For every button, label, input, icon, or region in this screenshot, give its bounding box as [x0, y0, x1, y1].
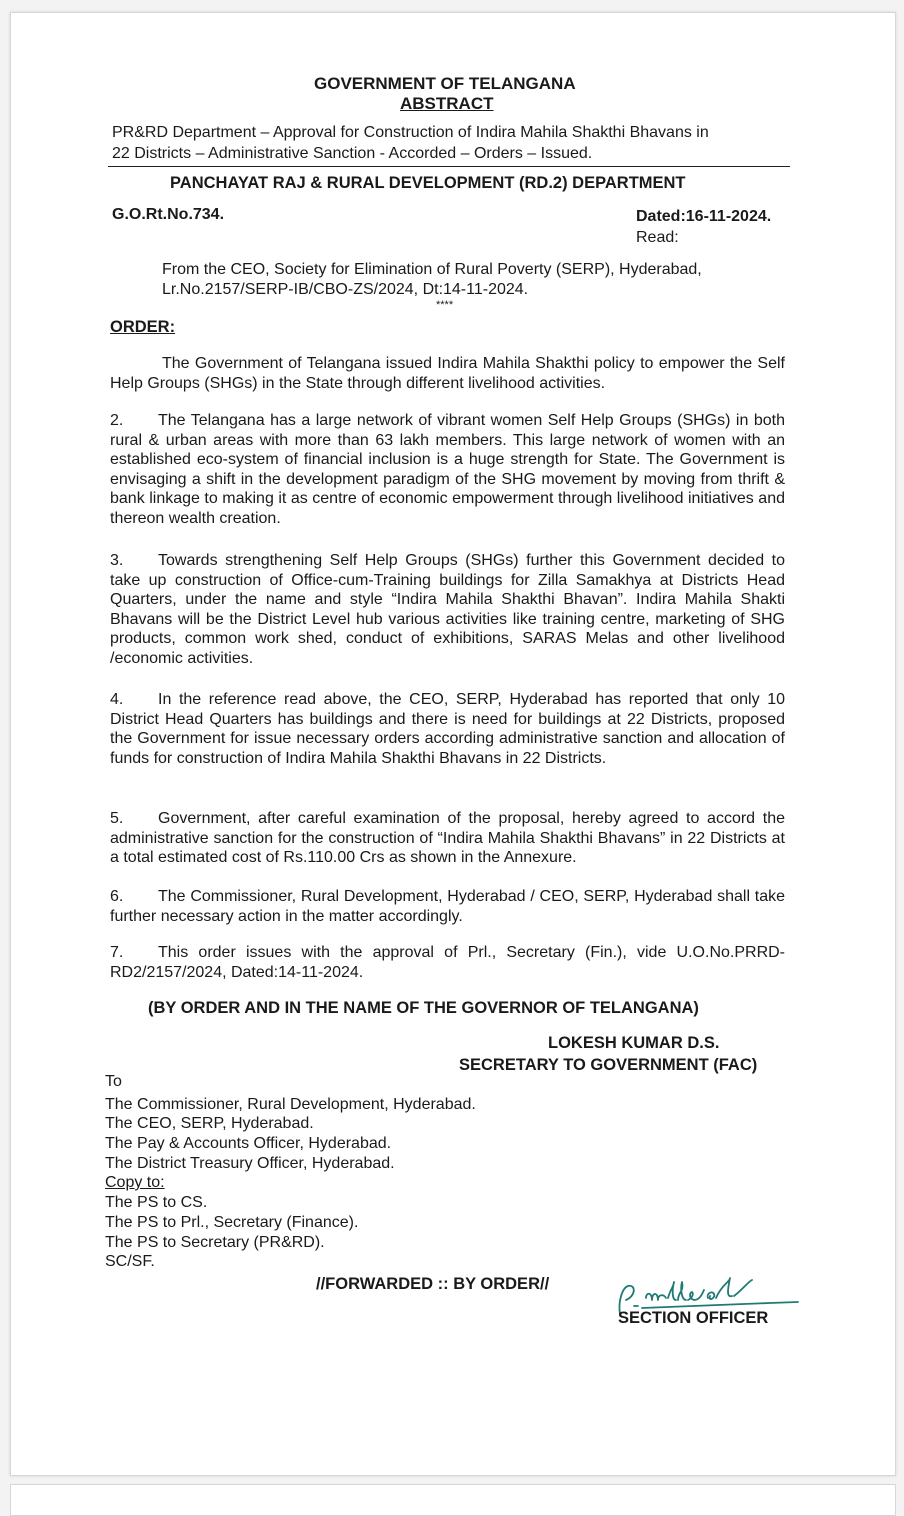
read-label: Read: [636, 229, 679, 246]
paragraph-number: 2. [110, 412, 124, 429]
paragraph-text: In the reference read above, the CEO, SERP, Hyderabad has reported that only 10 District Head Quarters has buildings and there is need for buildings at 22 Districts, proposed the Government for issue necessary orders according administrative sanction and allocation of funds for construction of Indira Mahila Shakthi Bhavans in 22 Districts. [110, 691, 785, 767]
go-number: G.O.Rt.No.734. [112, 206, 225, 223]
to-recipient: The CEO, SERP, Hyderabad. [105, 1115, 314, 1132]
paragraph-5 [110, 809, 785, 868]
reference-line-1: From the CEO, Society for Elimination of Rural Poverty (SERP), Hyderabad, [162, 261, 702, 278]
reference-stars: **** [436, 299, 454, 311]
next-page-edge [10, 1484, 896, 1516]
paragraph-text: The Commissioner, Rural Development, Hyderabad / CEO, SERP, Hyderabad shall take further necessary action in the matter accordingly. [110, 888, 785, 925]
paragraph-4 [110, 690, 785, 768]
order-heading: ORDER: [110, 318, 176, 336]
paragraph-text: The Government of Telangana issued Indira Mahila Shakthi policy to empower the Self Help Groups (SHGs) in the State through different livelihood activities. [110, 355, 785, 392]
section-officer: SECTION OFFICER [618, 1309, 769, 1327]
government-title: GOVERNMENT OF TELANGANA [314, 74, 576, 93]
copy-to-label: Copy to: [105, 1174, 165, 1191]
copy-recipient: SC/SF. [105, 1253, 155, 1270]
paragraph-text: This order issues with the approval of Prl., Secretary (Fin.), vide U.O.No.PRRD-RD2/2157/2024, Dated:14-11-2024. [110, 944, 785, 981]
order-date: Dated:16-11-2024. [636, 208, 772, 225]
paragraph-text: Towards strengthening Self Help Groups (SHGs) further this Government decided to take up construction of Office-cum-Training buildings for Zilla Samakhya at Districts Head Quarters, under the name and style “Indira Mahila Shakthi Bhavan”. Indira Mahila Shakti Bhavans will be the District Level hub various activities like training centre, marketing of SHG products, common work shed, conduct of exhibitions, SARAS Melas and other livelihood /economic activities. [110, 552, 785, 667]
copy-recipient: The PS to CS. [105, 1194, 208, 1211]
signatory-designation: SECRETARY TO GOVERNMENT (FAC) [459, 1056, 758, 1074]
subject-line-2: 22 Districts – Administrative Sanction - Accorded – Orders – Issued. [112, 145, 593, 162]
copy-recipient: The PS to Prl., Secretary (Finance). [105, 1214, 359, 1231]
paragraph-number: 3. [110, 552, 124, 569]
paragraph-number: 4. [110, 691, 124, 708]
abstract-heading: ABSTRACT [400, 94, 494, 113]
paragraph-text: Government, after careful examination of the proposal, hereby agreed to accord the administrative sanction for the construction of “Indira Mahila Shakthi Bhavans” in 22 Districts at a total estimated cost of Rs.110.00 Crs as shown in the Annexure. [110, 810, 785, 866]
copy-recipient: The PS to Secretary (PR&RD). [105, 1234, 325, 1251]
to-recipient: The Commissioner, Rural Development, Hyderabad. [105, 1096, 476, 1113]
to-recipient: The Pay & Accounts Officer, Hyderabad. [105, 1135, 392, 1152]
paragraph-7 [110, 943, 785, 982]
paragraph-text: The Telangana has a large network of vibrant women Self Help Groups (SHGs) in both rural & urban areas with more than 63 lakh members. This large network of women with an established eco-system of financial inclusion is a huge strength for State. The Government is envisaging a shift in the development paradigm of the SHG movement by moving from thrift & bank linkage to making it as centre of economic empowerment through livelihood initiatives and thereon wealth creation. [110, 412, 785, 527]
paragraph-number: 6. [110, 888, 124, 905]
paragraph-2 [110, 411, 785, 528]
subject-line-1: PR&RD Department – Approval for Construction of Indira Mahila Shakthi Bhavans in [112, 124, 709, 141]
governor-line: (BY ORDER AND IN THE NAME OF THE GOVERNOR OF TELANGANA) [148, 999, 699, 1017]
paragraph-1 [110, 354, 785, 393]
forwarded-line: //FORWARDED :: BY ORDER// [316, 1275, 550, 1293]
paragraph-6 [110, 887, 785, 926]
header-divider [108, 166, 790, 167]
signatory-name: LOKESH KUMAR D.S. [548, 1034, 720, 1052]
reference-line-2: Lr.No.2157/SERP-IB/CBO-ZS/2024, Dt:14-11-2024. [162, 281, 529, 298]
department-heading: PANCHAYAT RAJ & RURAL DEVELOPMENT (RD.2) DEPARTMENT [170, 174, 686, 192]
paragraph-number: 7. [110, 944, 124, 961]
to-label: To [105, 1073, 122, 1090]
paragraph-3 [110, 551, 785, 668]
to-recipient: The District Treasury Officer, Hyderabad. [105, 1155, 395, 1172]
paragraph-number: 5. [110, 810, 124, 827]
